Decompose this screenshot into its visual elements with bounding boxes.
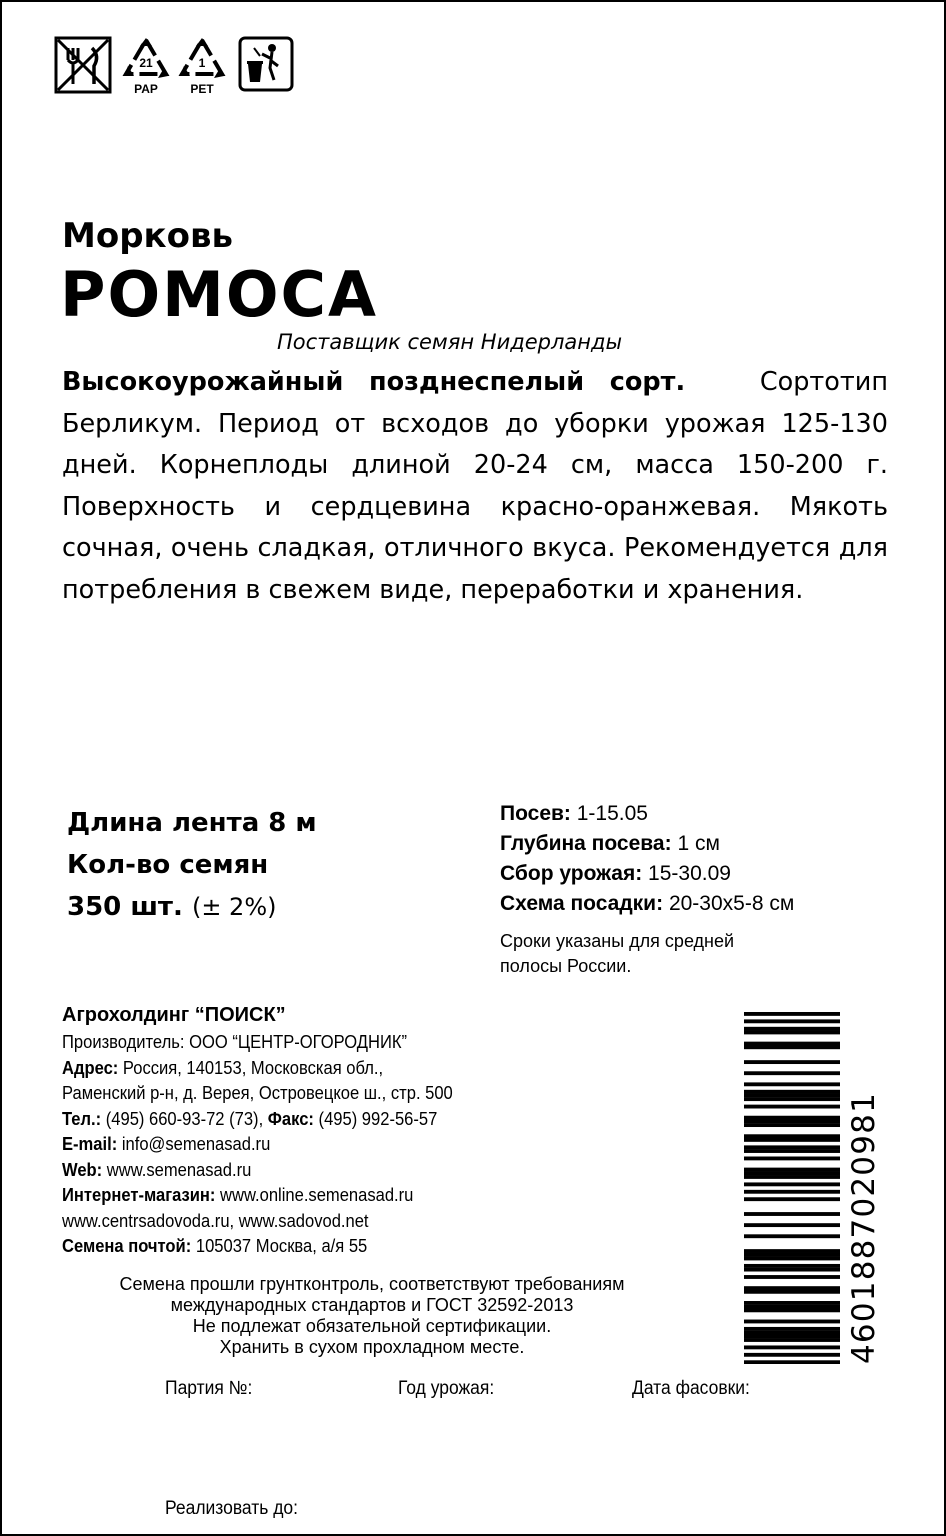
barcode-bar: [744, 1223, 840, 1227]
barcode-bar: [744, 1157, 840, 1161]
address-line-2: Раменский р-н, д. Верея, Островецкое ш., стр. 500: [62, 1083, 453, 1103]
barcode-bar: [744, 1327, 840, 1331]
email-value: info@semenasad.ru: [121, 1134, 271, 1154]
certification-line: Не подлежат обязательной сертификации.: [192, 1316, 552, 1336]
email-label: E-mail:: [62, 1134, 118, 1154]
barcode-bar: [744, 1012, 840, 1016]
seed-count: 350 шт.: [67, 892, 183, 922]
shop-value: www.online.semenasad.ru: [220, 1185, 414, 1205]
tape-length: Длина лента 8 м: [67, 808, 317, 838]
barcode-bar: [744, 1090, 840, 1094]
barcode-bar: [744, 1249, 840, 1253]
sowing-row: [500, 889, 794, 919]
mail-row: [62, 1234, 453, 1260]
barcode-bar: [744, 1353, 840, 1357]
barcode-bar: [744, 1190, 840, 1194]
barcode-bar: [744, 1045, 840, 1049]
barcode-bar: [744, 1175, 840, 1179]
company-contacts: [62, 1030, 453, 1260]
sowing-value: 1-15.05: [576, 802, 648, 825]
recycle-pap-icon: [120, 36, 172, 96]
product-description: [62, 362, 888, 611]
seed-count-row: [67, 886, 317, 928]
barcode-bar: [744, 1145, 840, 1149]
barcode-bar: [744, 1094, 840, 1098]
sites: www.centrsadovoda.ru, www.sadovod.net: [62, 1210, 369, 1231]
barcode-bar: [744, 1042, 840, 1046]
sowing-row: [500, 799, 794, 829]
barcode-bar: [744, 1027, 840, 1031]
barcode-bar: [744, 1286, 840, 1290]
barcode-bar: [744, 1234, 840, 1238]
barcode-bar: [744, 1334, 840, 1338]
shop-label: Интернет-магазин:: [62, 1185, 216, 1205]
sowing-value: 15-30.09: [648, 862, 731, 885]
not-food-contact-icon: [54, 36, 112, 94]
sowing-info: [500, 799, 794, 919]
certification-text: [72, 1274, 672, 1358]
seed-supplier: Поставщик семян Нидерланды: [277, 330, 623, 354]
barcode-bar: [744, 1071, 840, 1075]
web-value: www.semenasad.ru: [106, 1159, 252, 1180]
sowing-label: Сбор урожая:: [500, 862, 643, 885]
barcode-bar: [744, 1253, 840, 1257]
sowing-row: [500, 829, 794, 859]
barcode-bar: [744, 1257, 840, 1261]
barcode-bar: [744, 1082, 840, 1086]
tel-value: (495) 660-93-72 (73),: [105, 1108, 264, 1129]
recycle-pap-number: 21: [139, 56, 153, 70]
barcode-bar: [744, 1268, 840, 1272]
barcode-bar: [744, 1331, 840, 1335]
barcode-digits: 4601887020981: [846, 1091, 882, 1364]
tel-label: Тел.:: [62, 1108, 102, 1129]
certification-line: Хранить в сухом прохладном месте.: [219, 1337, 525, 1357]
barcode-bar: [744, 1119, 840, 1123]
certification-line: Семена прошли грунтконтроль, соответствуют требованиям: [119, 1274, 625, 1294]
barcode-bar: [744, 1060, 840, 1064]
barcode-bar: [744, 1308, 840, 1312]
barcode-bar: [744, 1345, 840, 1349]
address-label: Адрес:: [62, 1057, 119, 1078]
barcode-bar: [744, 1197, 840, 1201]
harvest-year-label: Год урожая:: [398, 1378, 495, 1399]
recycle-pet-number: 1: [198, 56, 206, 70]
certification-line: международных стандартов и ГОСТ 32592-2013: [170, 1295, 574, 1315]
barcode-bar: [744, 1275, 840, 1279]
barcode-bar: [744, 1168, 840, 1172]
barcode-bar: [744, 1031, 840, 1035]
fax-value: (495) 992-56-57: [318, 1108, 438, 1129]
recycle-pet-icon: [176, 36, 228, 96]
barcode-bar: [744, 1305, 840, 1309]
barcode-bar: [744, 1360, 840, 1364]
barcode-bar: [744, 1105, 840, 1109]
barcode-bar: [744, 1212, 840, 1216]
barcode-bar: [744, 1320, 840, 1324]
barcode-bar: [744, 1171, 840, 1175]
producer: Производитель: ООО “ЦЕНТР-ОГОРОДНИК”: [62, 1032, 408, 1052]
trash-bin-icon: [238, 36, 294, 94]
barcode-bar: [744, 1182, 840, 1186]
pack-date-label: Дата фасовки:: [632, 1378, 750, 1399]
product-category: Морковь: [62, 216, 233, 256]
email-row: [62, 1132, 453, 1158]
barcode-bar: [744, 1019, 840, 1023]
sowing-value: 20-30х5-8 см: [668, 892, 795, 915]
company-name: Агрохолдинг “ПОИСК”: [62, 1004, 286, 1026]
barcode-bar: [744, 1116, 840, 1120]
description-lead: Высокоурожайный позднеспелый сорт.: [62, 367, 686, 397]
description-body: Сортотип Берликум. Период от всходов до уборки урожая 125-130 дней. Корнеплоды длиной 20-24 см, масса 150-200 г. Поверхность и сердцевина красно-оранжевая. Мякоть сочная, очень сладкая, отличного вкуса. Рекомендуется для потребления в свежем виде, переработки и хранения.: [62, 367, 888, 605]
sowing-note-line: Сроки указаны для средней: [500, 931, 735, 951]
barcode-bar: [744, 1149, 840, 1153]
web-row: [62, 1158, 453, 1184]
sowing-value: 1 см: [677, 832, 720, 855]
shop-row: [62, 1183, 453, 1209]
sowing-row: [500, 859, 794, 889]
sowing-label: Схема посадки:: [500, 892, 664, 915]
seed-count-label: Кол-во семян: [67, 850, 269, 880]
seed-count-tolerance: (± 2%): [191, 893, 277, 921]
mail-value: 105037 Москва, а/я 55: [195, 1236, 368, 1256]
recycle-pet-label: PET: [190, 82, 214, 96]
mail-label: Семена почтой:: [62, 1236, 192, 1256]
fax-label: Факс:: [267, 1108, 314, 1129]
address-line: Россия, 140153, Московская обл.,: [122, 1057, 384, 1078]
phone-row: [62, 1107, 453, 1133]
package-info: [67, 802, 317, 928]
barcode-bar: [744, 1338, 840, 1342]
barcode-bar: [744, 1290, 840, 1294]
barcode-bar: [744, 1123, 840, 1127]
web-label: Web:: [62, 1159, 103, 1180]
barcode: [744, 1012, 884, 1364]
sowing-note: [500, 929, 734, 979]
address-row: [62, 1056, 453, 1082]
barcode-bar: [744, 1134, 840, 1138]
sowing-label: Глубина посева:: [500, 832, 672, 855]
recycle-pap-label: PAP: [134, 82, 158, 96]
barcode-bar: [744, 1097, 840, 1101]
product-variety: РОМОСА: [60, 258, 379, 331]
barcode-bar: [744, 1301, 840, 1305]
sowing-note-line: полосы России.: [500, 956, 632, 976]
barcode-bar: [744, 1138, 840, 1142]
sowing-label: Посев:: [500, 802, 571, 825]
best-before-label: Реализовать до:: [165, 1498, 299, 1519]
barcode-bars: [744, 1012, 840, 1364]
barcode-bar: [744, 1264, 840, 1268]
batch-number-label: Партия №:: [165, 1378, 253, 1399]
